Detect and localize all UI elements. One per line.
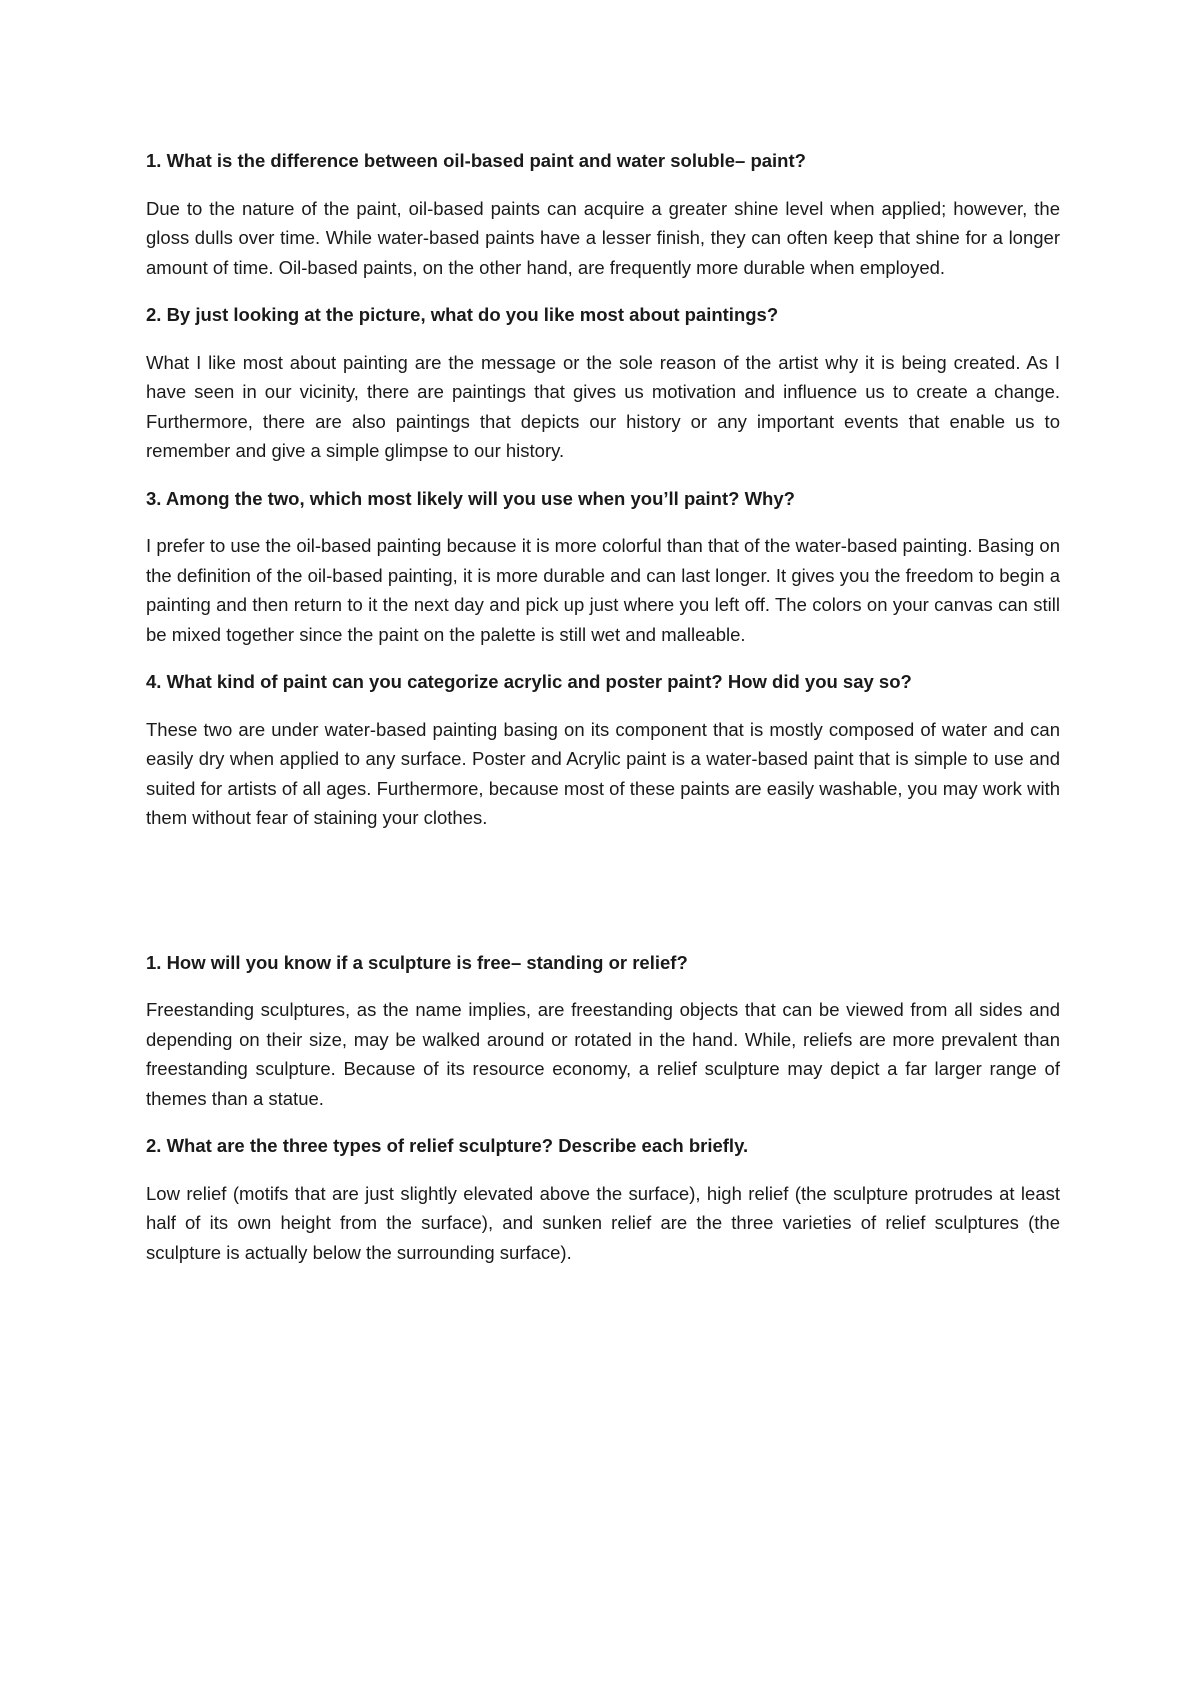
answer-paragraph: Low relief (motifs that are just slightly elevated above the surface), high relief (the sculpture protrudes at least half of its own height from the surface), and sunken relief are the three varieties of relief sculptures (the sculpture is actually below the surrounding surface). (146, 1182, 1060, 1263)
answer-paragraph: I prefer to use the oil-based painting because it is more colorful than that of the water-based painting. Basing on the definition of the oil-based painting, it is more durable and can last longer. It gives you the freedom to begin a painting and then return to it the next day and pick up just where you left off. The colors on your canvas can still be mixed together since the paint on the palette is still wet and malleable. (146, 535, 1060, 645)
answer-paragraph: Freestanding sculptures, as the name implies, are freestanding objects that can be viewed from all sides and depending on their size, may be walked around or rotated in the hand. While, reliefs are more prevalent than freestanding sculpture. Because of its resource economy, a relief sculpture may depict a far larger range of themes than a statue. (146, 999, 1060, 1109)
document-content (146, 146, 1060, 1285)
section-painting (146, 146, 1060, 833)
answer-paragraph: These two are under water-based painting basing on its component that is mostly composed of water and can easily dry when applied to any surface. Poster and Acrylic paint is a water-based paint that is simple to use and suited for artists of all ages. Furthermore, because most of these paints are easily washable, you may work with them without fear of staining your clothes. (146, 718, 1060, 828)
answer-paragraph: Due to the nature of the paint, oil-based paints can acquire a greater shine level when applied; however, the gloss dulls over time. While water-based paints have a lesser finish, they can often keep that shine for a longer amount of time. Oil-based paints, on the other hand, are frequently more durable when employed. (146, 197, 1060, 278)
section-sculpture (146, 948, 1060, 1268)
section-spacer (146, 851, 1060, 948)
question-heading: 4. What kind of paint can you categorize acrylic and poster paint? How did you say so? (146, 671, 912, 692)
answer-paragraph: What I like most about painting are the message or the sole reason of the artist why it is being created. As I have seen in our vicinity, there are paintings that gives us motivation and influence us to create a change. Furthermore, there are also paintings that depicts our history or any important events that enable us to remember and give a simple glimpse to our history. (146, 351, 1060, 461)
question-heading: 2. By just looking at the picture, what do you like most about paintings? (146, 304, 779, 325)
question-heading: 1. How will you know if a sculpture is free– standing or relief? (146, 951, 688, 973)
question-heading: 1. What is the difference between oil-based paint and water soluble– paint? (146, 150, 806, 171)
question-heading: 2. What are the three types of relief sculpture? Describe each briefly. (146, 1135, 749, 1156)
question-heading: 3. Among the two, which most likely will you use when you’ll paint? Why? (146, 487, 795, 509)
